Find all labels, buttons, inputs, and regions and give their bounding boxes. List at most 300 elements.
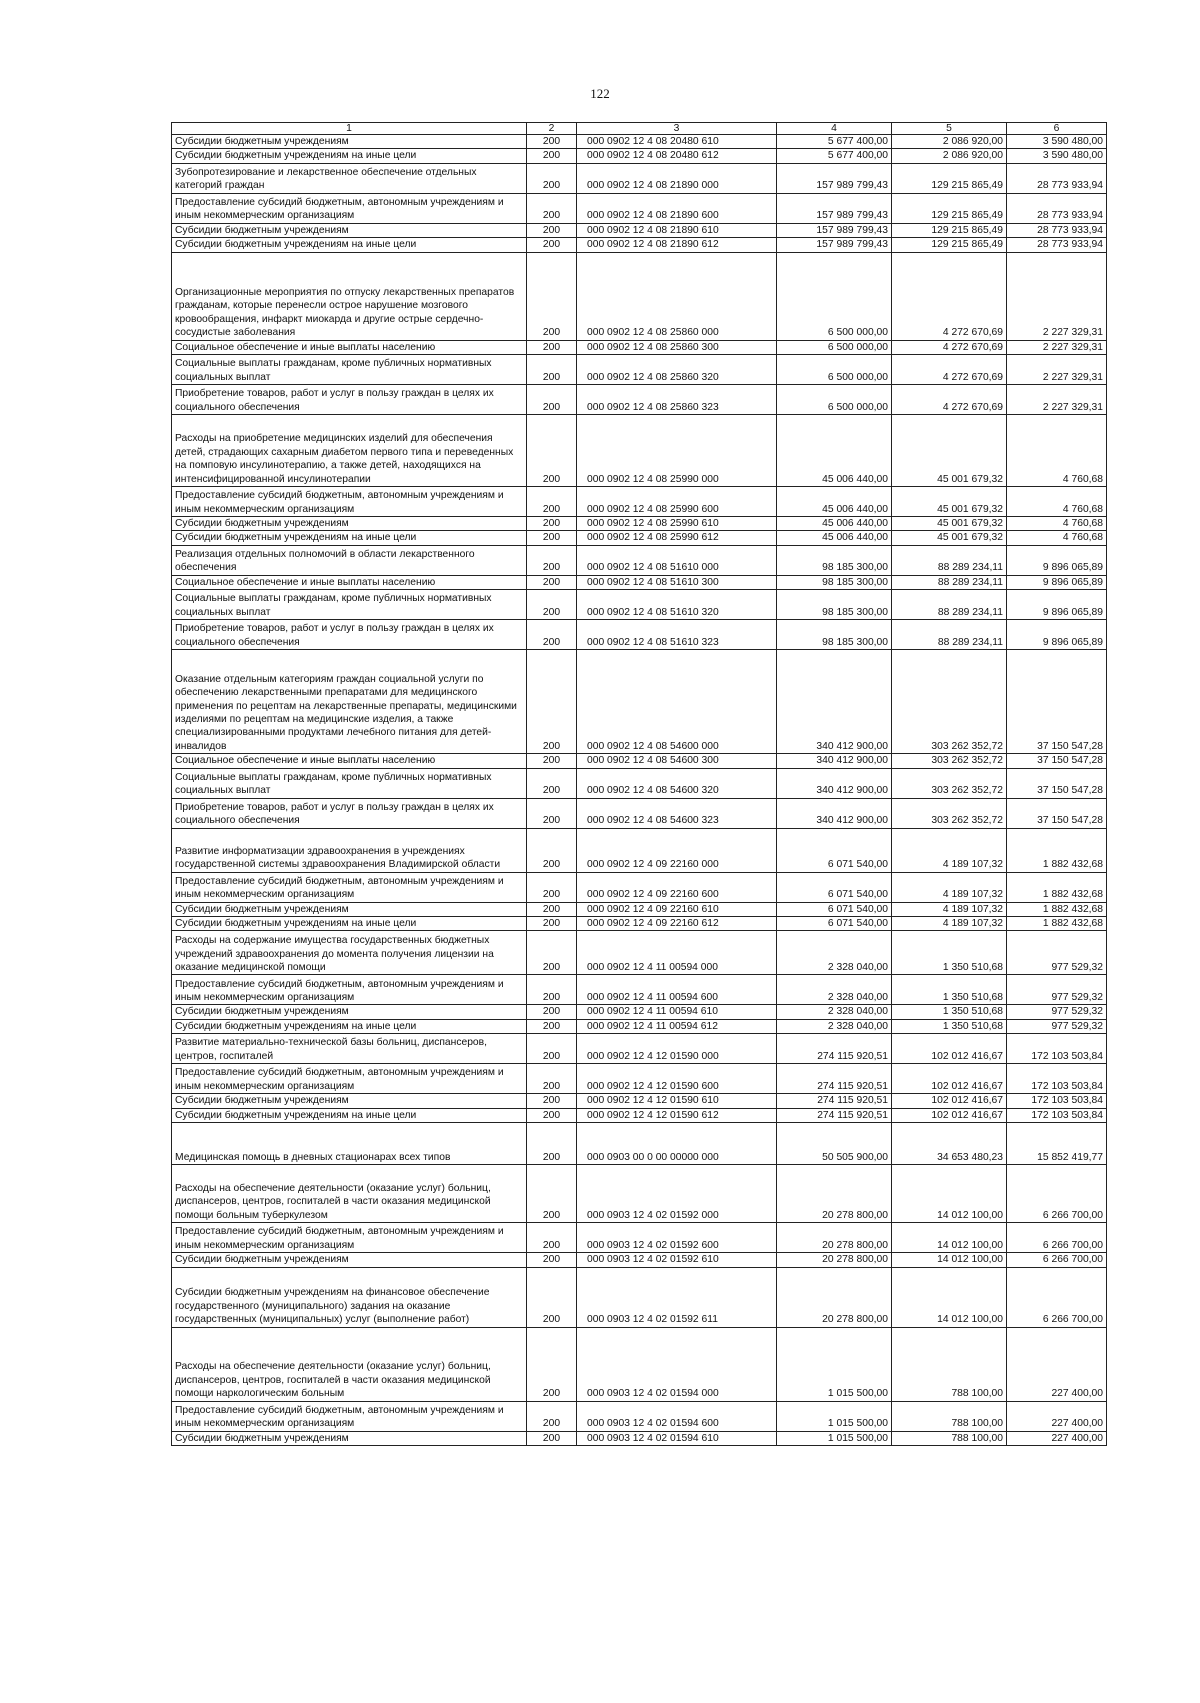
row-name: Развитие информатизации здравоохранения в учреждениях государственной системы здравоохранения Владимирской области xyxy=(172,828,527,872)
row-budget-code: 000 0903 12 4 02 01594 000 xyxy=(577,1327,777,1401)
row-approved-amount: 1 015 500,00 xyxy=(777,1431,892,1445)
table-row xyxy=(172,1165,1107,1223)
row-executed-amount: 88 289 234,11 xyxy=(892,545,1007,575)
row-budget-code: 000 0902 12 4 08 20480 612 xyxy=(577,149,777,163)
row-name: Социальное обеспечение и иные выплаты населению xyxy=(172,340,527,354)
row-executed-amount: 102 012 416,67 xyxy=(892,1034,1007,1064)
row-approved-amount: 340 412 900,00 xyxy=(777,798,892,828)
row-budget-code: 000 0902 12 4 12 01590 600 xyxy=(577,1064,777,1094)
row-approved-amount: 157 989 799,43 xyxy=(777,223,892,237)
row-remaining-amount: 3 590 480,00 xyxy=(1007,135,1107,149)
row-admin-code: 200 xyxy=(527,193,577,223)
row-budget-code: 000 0903 12 4 02 01592 610 xyxy=(577,1253,777,1267)
row-admin-code: 200 xyxy=(527,1094,577,1108)
row-executed-amount: 14 012 100,00 xyxy=(892,1223,1007,1253)
row-remaining-amount: 2 227 329,31 xyxy=(1007,340,1107,354)
row-approved-amount: 98 185 300,00 xyxy=(777,575,892,589)
row-remaining-amount: 37 150 547,28 xyxy=(1007,650,1107,754)
row-budget-code: 000 0902 12 4 08 51610 000 xyxy=(577,545,777,575)
row-executed-amount: 303 262 352,72 xyxy=(892,754,1007,768)
row-name: Расходы на содержание имущества государственных бюджетных учреждений здравоохранения до момента получения лицензии на оказание медицинской помощи xyxy=(172,931,527,975)
table-row xyxy=(172,798,1107,828)
row-approved-amount: 2 328 040,00 xyxy=(777,1019,892,1033)
row-remaining-amount: 28 773 933,94 xyxy=(1007,163,1107,193)
row-approved-amount: 340 412 900,00 xyxy=(777,754,892,768)
row-executed-amount: 45 001 679,32 xyxy=(892,517,1007,531)
row-admin-code: 200 xyxy=(527,575,577,589)
row-name: Субсидии бюджетным учреждениям xyxy=(172,135,527,149)
row-budget-code: 000 0902 12 4 08 51610 300 xyxy=(577,575,777,589)
row-remaining-amount: 37 150 547,28 xyxy=(1007,798,1107,828)
column-header: 3 xyxy=(577,123,777,135)
table-row xyxy=(172,238,1107,252)
row-budget-code: 000 0902 12 4 11 00594 610 xyxy=(577,1005,777,1019)
table-row xyxy=(172,768,1107,798)
row-executed-amount: 4 189 107,32 xyxy=(892,828,1007,872)
row-admin-code: 200 xyxy=(527,149,577,163)
table-row xyxy=(172,1064,1107,1094)
row-approved-amount: 157 989 799,43 xyxy=(777,163,892,193)
row-approved-amount: 98 185 300,00 xyxy=(777,545,892,575)
row-remaining-amount: 6 266 700,00 xyxy=(1007,1165,1107,1223)
table-row xyxy=(172,1019,1107,1033)
column-header: 2 xyxy=(527,123,577,135)
page-number: 122 xyxy=(590,86,610,101)
row-name: Приобретение товаров, работ и услуг в пользу граждан в целях их социального обеспечения xyxy=(172,798,527,828)
row-approved-amount: 6 500 000,00 xyxy=(777,355,892,385)
row-executed-amount: 1 350 510,68 xyxy=(892,1005,1007,1019)
row-budget-code: 000 0902 12 4 08 25860 320 xyxy=(577,355,777,385)
row-name: Реализация отдельных полномочий в области лекарственного обеспечения xyxy=(172,545,527,575)
row-remaining-amount: 2 227 329,31 xyxy=(1007,252,1107,340)
row-approved-amount: 98 185 300,00 xyxy=(777,620,892,650)
row-name: Субсидии бюджетным учреждениям на иные цели xyxy=(172,1108,527,1122)
row-approved-amount: 45 006 440,00 xyxy=(777,517,892,531)
row-budget-code: 000 0902 12 4 08 21890 610 xyxy=(577,223,777,237)
row-admin-code: 200 xyxy=(527,223,577,237)
row-admin-code: 200 xyxy=(527,545,577,575)
table-row xyxy=(172,917,1107,931)
row-approved-amount: 2 328 040,00 xyxy=(777,1005,892,1019)
row-remaining-amount: 172 103 503,84 xyxy=(1007,1094,1107,1108)
row-approved-amount: 20 278 800,00 xyxy=(777,1253,892,1267)
row-admin-code: 200 xyxy=(527,355,577,385)
table-row xyxy=(172,931,1107,975)
row-admin-code: 200 xyxy=(527,1267,577,1327)
row-admin-code: 200 xyxy=(527,487,577,517)
table-row xyxy=(172,1401,1107,1431)
row-remaining-amount: 15 852 419,77 xyxy=(1007,1123,1107,1165)
table-row xyxy=(172,650,1107,754)
row-remaining-amount: 977 529,32 xyxy=(1007,931,1107,975)
row-budget-code: 000 0902 12 4 08 54600 300 xyxy=(577,754,777,768)
row-executed-amount: 34 653 480,23 xyxy=(892,1123,1007,1165)
table-row xyxy=(172,149,1107,163)
row-executed-amount: 45 001 679,32 xyxy=(892,487,1007,517)
row-executed-amount: 14 012 100,00 xyxy=(892,1165,1007,1223)
row-remaining-amount: 172 103 503,84 xyxy=(1007,1034,1107,1064)
table-row xyxy=(172,1034,1107,1064)
row-budget-code: 000 0902 12 4 08 25860 323 xyxy=(577,385,777,415)
row-admin-code: 200 xyxy=(527,828,577,872)
row-approved-amount: 1 015 500,00 xyxy=(777,1401,892,1431)
row-name: Предоставление субсидий бюджетным, автономным учреждениям и иным некоммерческим организациям xyxy=(172,487,527,517)
row-name: Расходы на обеспечение деятельности (оказание услуг) больниц, диспансеров, центров, госпиталей в части оказания медицинской помощи наркологическим больным xyxy=(172,1327,527,1401)
row-remaining-amount: 227 400,00 xyxy=(1007,1431,1107,1445)
row-remaining-amount: 28 773 933,94 xyxy=(1007,223,1107,237)
row-name: Расходы на приобретение медицинских изделий для обеспечения детей, страдающих сахарным диабетом первого типа и переведенных на помповую инсулинотерапию, а также детей, находящихся на интенсифицированной инсулинотерапии xyxy=(172,415,527,487)
row-budget-code: 000 0902 12 4 11 00594 600 xyxy=(577,975,777,1005)
row-admin-code: 200 xyxy=(527,1064,577,1094)
table-row xyxy=(172,590,1107,620)
row-admin-code: 200 xyxy=(527,415,577,487)
row-name: Предоставление субсидий бюджетным, автономным учреждениям и иным некоммерческим организациям xyxy=(172,1064,527,1094)
row-admin-code: 200 xyxy=(527,1005,577,1019)
table-row xyxy=(172,1267,1107,1327)
row-approved-amount: 98 185 300,00 xyxy=(777,590,892,620)
table-row xyxy=(172,163,1107,193)
row-name: Субсидии бюджетным учреждениям xyxy=(172,902,527,916)
row-budget-code: 000 0902 12 4 08 25860 300 xyxy=(577,340,777,354)
row-remaining-amount: 1 882 432,68 xyxy=(1007,828,1107,872)
row-remaining-amount: 6 266 700,00 xyxy=(1007,1253,1107,1267)
row-approved-amount: 6 500 000,00 xyxy=(777,385,892,415)
row-executed-amount: 2 086 920,00 xyxy=(892,149,1007,163)
row-executed-amount: 1 350 510,68 xyxy=(892,1019,1007,1033)
row-executed-amount: 303 262 352,72 xyxy=(892,650,1007,754)
row-name: Социальные выплаты гражданам, кроме публичных нормативных социальных выплат xyxy=(172,590,527,620)
row-remaining-amount: 4 760,68 xyxy=(1007,531,1107,545)
row-name: Оказание отдельным категориям граждан социальной услуги по обеспечению лекарственными препаратами для медицинского применения по рецептам на лекарственные препараты, медицинскими изделиями по рецептам на медицинские изделия, а также специализированными продуктами лечебного питания для детей-инвалидов xyxy=(172,650,527,754)
row-budget-code: 000 0902 12 4 08 51610 320 xyxy=(577,590,777,620)
row-budget-code: 000 0902 12 4 08 20480 610 xyxy=(577,135,777,149)
row-admin-code: 200 xyxy=(527,517,577,531)
table-row xyxy=(172,135,1107,149)
row-remaining-amount: 977 529,32 xyxy=(1007,975,1107,1005)
row-executed-amount: 129 215 865,49 xyxy=(892,163,1007,193)
row-admin-code: 200 xyxy=(527,1108,577,1122)
budget-table xyxy=(171,122,1107,1446)
row-admin-code: 200 xyxy=(527,768,577,798)
table-row xyxy=(172,340,1107,354)
row-approved-amount: 6 071 540,00 xyxy=(777,828,892,872)
row-approved-amount: 274 115 920,51 xyxy=(777,1108,892,1122)
row-remaining-amount: 37 150 547,28 xyxy=(1007,754,1107,768)
column-header: 5 xyxy=(892,123,1007,135)
row-remaining-amount: 4 760,68 xyxy=(1007,415,1107,487)
row-admin-code: 200 xyxy=(527,975,577,1005)
row-remaining-amount: 9 896 065,89 xyxy=(1007,575,1107,589)
row-approved-amount: 50 505 900,00 xyxy=(777,1123,892,1165)
table-row xyxy=(172,754,1107,768)
row-name: Субсидии бюджетным учреждениям xyxy=(172,1094,527,1108)
table-row xyxy=(172,1005,1107,1019)
row-name: Субсидии бюджетным учреждениям на иные цели xyxy=(172,917,527,931)
row-name: Социальное обеспечение и иные выплаты населению xyxy=(172,575,527,589)
row-remaining-amount: 1 882 432,68 xyxy=(1007,917,1107,931)
row-name: Социальные выплаты гражданам, кроме публичных нормативных социальных выплат xyxy=(172,355,527,385)
row-remaining-amount: 2 227 329,31 xyxy=(1007,355,1107,385)
row-executed-amount: 303 262 352,72 xyxy=(892,768,1007,798)
row-executed-amount: 14 012 100,00 xyxy=(892,1253,1007,1267)
row-executed-amount: 88 289 234,11 xyxy=(892,575,1007,589)
row-executed-amount: 4 189 107,32 xyxy=(892,872,1007,902)
row-remaining-amount: 37 150 547,28 xyxy=(1007,768,1107,798)
row-budget-code: 000 0902 12 4 08 54600 000 xyxy=(577,650,777,754)
table-row xyxy=(172,1123,1107,1165)
row-remaining-amount: 977 529,32 xyxy=(1007,1005,1107,1019)
row-executed-amount: 1 350 510,68 xyxy=(892,931,1007,975)
table-header-row xyxy=(172,123,1107,135)
table-row xyxy=(172,487,1107,517)
table-row xyxy=(172,975,1107,1005)
row-name: Субсидии бюджетным учреждениям на иные цели xyxy=(172,149,527,163)
row-name: Субсидии бюджетным учреждениям на иные цели xyxy=(172,238,527,252)
row-approved-amount: 340 412 900,00 xyxy=(777,650,892,754)
row-budget-code: 000 0902 12 4 12 01590 612 xyxy=(577,1108,777,1122)
row-executed-amount: 4 272 670,69 xyxy=(892,385,1007,415)
table-row xyxy=(172,385,1107,415)
row-remaining-amount: 1 882 432,68 xyxy=(1007,902,1107,916)
row-approved-amount: 45 006 440,00 xyxy=(777,415,892,487)
row-executed-amount: 102 012 416,67 xyxy=(892,1108,1007,1122)
row-budget-code: 000 0903 12 4 02 01594 610 xyxy=(577,1431,777,1445)
row-approved-amount: 6 071 540,00 xyxy=(777,872,892,902)
table-row xyxy=(172,545,1107,575)
column-header: 1 xyxy=(172,123,527,135)
row-budget-code: 000 0903 12 4 02 01594 600 xyxy=(577,1401,777,1431)
table-row xyxy=(172,620,1107,650)
row-admin-code: 200 xyxy=(527,238,577,252)
row-executed-amount: 14 012 100,00 xyxy=(892,1267,1007,1327)
row-admin-code: 200 xyxy=(527,163,577,193)
row-name: Приобретение товаров, работ и услуг в пользу граждан в целях их социального обеспечения xyxy=(172,620,527,650)
row-executed-amount: 4 272 670,69 xyxy=(892,340,1007,354)
row-budget-code: 000 0902 12 4 09 22160 000 xyxy=(577,828,777,872)
table-row xyxy=(172,193,1107,223)
table-row xyxy=(172,415,1107,487)
row-approved-amount: 6 071 540,00 xyxy=(777,902,892,916)
row-approved-amount: 2 328 040,00 xyxy=(777,975,892,1005)
row-admin-code: 200 xyxy=(527,385,577,415)
row-name: Субсидии бюджетным учреждениям на иные цели xyxy=(172,531,527,545)
row-executed-amount: 4 189 107,32 xyxy=(892,902,1007,916)
row-approved-amount: 6 500 000,00 xyxy=(777,252,892,340)
table-row xyxy=(172,828,1107,872)
row-executed-amount: 788 100,00 xyxy=(892,1431,1007,1445)
row-admin-code: 200 xyxy=(527,1253,577,1267)
row-approved-amount: 5 677 400,00 xyxy=(777,149,892,163)
row-admin-code: 200 xyxy=(527,754,577,768)
row-budget-code: 000 0902 12 4 12 01590 610 xyxy=(577,1094,777,1108)
row-name: Предоставление субсидий бюджетным, автономным учреждениям и иным некоммерческим организациям xyxy=(172,872,527,902)
row-remaining-amount: 6 266 700,00 xyxy=(1007,1223,1107,1253)
row-budget-code: 000 0902 12 4 08 25990 000 xyxy=(577,415,777,487)
row-budget-code: 000 0902 12 4 08 25860 000 xyxy=(577,252,777,340)
row-admin-code: 200 xyxy=(527,531,577,545)
row-budget-code: 000 0903 12 4 02 01592 611 xyxy=(577,1267,777,1327)
row-approved-amount: 6 071 540,00 xyxy=(777,917,892,931)
row-admin-code: 200 xyxy=(527,135,577,149)
table-row xyxy=(172,252,1107,340)
row-name: Развитие материально-технической базы больниц, диспансеров, центров, госпиталей xyxy=(172,1034,527,1064)
row-approved-amount: 340 412 900,00 xyxy=(777,768,892,798)
row-remaining-amount: 227 400,00 xyxy=(1007,1401,1107,1431)
row-admin-code: 200 xyxy=(527,1019,577,1033)
budget-table-body xyxy=(172,123,1107,1446)
row-remaining-amount: 4 760,68 xyxy=(1007,517,1107,531)
table-row xyxy=(172,531,1107,545)
row-executed-amount: 4 189 107,32 xyxy=(892,917,1007,931)
row-executed-amount: 102 012 416,67 xyxy=(892,1064,1007,1094)
row-executed-amount: 2 086 920,00 xyxy=(892,135,1007,149)
row-name: Социальные выплаты гражданам, кроме публичных нормативных социальных выплат xyxy=(172,768,527,798)
row-budget-code: 000 0902 12 4 08 54600 323 xyxy=(577,798,777,828)
row-approved-amount: 45 006 440,00 xyxy=(777,531,892,545)
row-name: Медицинская помощь в дневных стационарах всех типов xyxy=(172,1123,527,1165)
row-approved-amount: 6 500 000,00 xyxy=(777,340,892,354)
row-budget-code: 000 0902 12 4 09 22160 600 xyxy=(577,872,777,902)
table-row xyxy=(172,1327,1107,1401)
row-remaining-amount: 9 896 065,89 xyxy=(1007,545,1107,575)
row-admin-code: 200 xyxy=(527,590,577,620)
row-budget-code: 000 0902 12 4 08 21890 000 xyxy=(577,163,777,193)
row-admin-code: 200 xyxy=(527,917,577,931)
table-row xyxy=(172,1108,1107,1122)
row-name: Предоставление субсидий бюджетным, автономным учреждениям и иным некоммерческим организациям xyxy=(172,193,527,223)
row-executed-amount: 102 012 416,67 xyxy=(892,1094,1007,1108)
row-name: Предоставление субсидий бюджетным, автономным учреждениям и иным некоммерческим организациям xyxy=(172,1223,527,1253)
row-approved-amount: 274 115 920,51 xyxy=(777,1034,892,1064)
table-row xyxy=(172,223,1107,237)
row-executed-amount: 88 289 234,11 xyxy=(892,620,1007,650)
row-name: Зубопротезирование и лекарственное обеспечение отдельных категорий граждан xyxy=(172,163,527,193)
row-admin-code: 200 xyxy=(527,902,577,916)
table-row xyxy=(172,517,1107,531)
table-row xyxy=(172,872,1107,902)
row-budget-code: 000 0902 12 4 08 21890 612 xyxy=(577,238,777,252)
row-executed-amount: 129 215 865,49 xyxy=(892,193,1007,223)
row-remaining-amount: 977 529,32 xyxy=(1007,1019,1107,1033)
row-remaining-amount: 28 773 933,94 xyxy=(1007,238,1107,252)
row-executed-amount: 45 001 679,32 xyxy=(892,415,1007,487)
row-budget-code: 000 0902 12 4 09 22160 610 xyxy=(577,902,777,916)
row-name: Расходы на обеспечение деятельности (оказание услуг) больниц, диспансеров, центров, госпиталей в части оказания медицинской помощи больным туберкулезом xyxy=(172,1165,527,1223)
row-remaining-amount: 227 400,00 xyxy=(1007,1327,1107,1401)
row-name: Субсидии бюджетным учреждениям xyxy=(172,1431,527,1445)
row-remaining-amount: 28 773 933,94 xyxy=(1007,193,1107,223)
row-remaining-amount: 6 266 700,00 xyxy=(1007,1267,1107,1327)
row-budget-code: 000 0903 00 0 00 00000 000 xyxy=(577,1123,777,1165)
row-name: Субсидии бюджетным учреждениям на финансовое обеспечение государственного (муниципального) задания на оказание государственных (муниципальных) услуг (выполнение работ) xyxy=(172,1267,527,1327)
row-executed-amount: 788 100,00 xyxy=(892,1327,1007,1401)
row-name: Субсидии бюджетным учреждениям xyxy=(172,1005,527,1019)
row-remaining-amount: 3 590 480,00 xyxy=(1007,149,1107,163)
row-executed-amount: 45 001 679,32 xyxy=(892,531,1007,545)
table-row xyxy=(172,355,1107,385)
row-approved-amount: 5 677 400,00 xyxy=(777,135,892,149)
row-approved-amount: 2 328 040,00 xyxy=(777,931,892,975)
row-executed-amount: 129 215 865,49 xyxy=(892,223,1007,237)
row-admin-code: 200 xyxy=(527,1223,577,1253)
row-executed-amount: 4 272 670,69 xyxy=(892,355,1007,385)
row-executed-amount: 4 272 670,69 xyxy=(892,252,1007,340)
column-header: 4 xyxy=(777,123,892,135)
row-remaining-amount: 9 896 065,89 xyxy=(1007,620,1107,650)
row-budget-code: 000 0902 12 4 08 51610 323 xyxy=(577,620,777,650)
table-row xyxy=(172,1253,1107,1267)
row-approved-amount: 274 115 920,51 xyxy=(777,1064,892,1094)
row-budget-code: 000 0902 12 4 12 01590 000 xyxy=(577,1034,777,1064)
row-admin-code: 200 xyxy=(527,1431,577,1445)
row-approved-amount: 20 278 800,00 xyxy=(777,1223,892,1253)
row-name: Организационные мероприятия по отпуску лекарственных препаратов гражданам, которые перенесли острое нарушение мозгового кровообращения, инфаркт миокарда и другие острые сердечно-сосудистые заболевания xyxy=(172,252,527,340)
row-executed-amount: 788 100,00 xyxy=(892,1401,1007,1431)
row-budget-code: 000 0902 12 4 08 21890 600 xyxy=(577,193,777,223)
table-row xyxy=(172,575,1107,589)
row-name: Приобретение товаров, работ и услуг в пользу граждан в целях их социального обеспечения xyxy=(172,385,527,415)
row-admin-code: 200 xyxy=(527,1401,577,1431)
row-executed-amount: 303 262 352,72 xyxy=(892,798,1007,828)
row-budget-code: 000 0902 12 4 08 54600 320 xyxy=(577,768,777,798)
row-executed-amount: 129 215 865,49 xyxy=(892,238,1007,252)
row-remaining-amount: 9 896 065,89 xyxy=(1007,590,1107,620)
row-remaining-amount: 2 227 329,31 xyxy=(1007,385,1107,415)
row-admin-code: 200 xyxy=(527,1327,577,1401)
row-remaining-amount: 1 882 432,68 xyxy=(1007,872,1107,902)
row-admin-code: 200 xyxy=(527,620,577,650)
row-admin-code: 200 xyxy=(527,1123,577,1165)
row-budget-code: 000 0902 12 4 08 25990 600 xyxy=(577,487,777,517)
row-approved-amount: 20 278 800,00 xyxy=(777,1267,892,1327)
row-name: Социальное обеспечение и иные выплаты населению xyxy=(172,754,527,768)
row-admin-code: 200 xyxy=(527,1034,577,1064)
row-admin-code: 200 xyxy=(527,931,577,975)
row-admin-code: 200 xyxy=(527,1165,577,1223)
row-executed-amount: 1 350 510,68 xyxy=(892,975,1007,1005)
row-approved-amount: 45 006 440,00 xyxy=(777,487,892,517)
row-admin-code: 200 xyxy=(527,798,577,828)
row-remaining-amount: 172 103 503,84 xyxy=(1007,1108,1107,1122)
table-row xyxy=(172,902,1107,916)
row-remaining-amount: 4 760,68 xyxy=(1007,487,1107,517)
row-approved-amount: 157 989 799,43 xyxy=(777,238,892,252)
row-name: Предоставление субсидий бюджетным, автономным учреждениям и иным некоммерческим организациям xyxy=(172,975,527,1005)
row-approved-amount: 157 989 799,43 xyxy=(777,193,892,223)
row-admin-code: 200 xyxy=(527,252,577,340)
row-admin-code: 200 xyxy=(527,650,577,754)
column-header: 6 xyxy=(1007,123,1107,135)
row-budget-code: 000 0902 12 4 08 25990 610 xyxy=(577,517,777,531)
row-admin-code: 200 xyxy=(527,340,577,354)
row-remaining-amount: 172 103 503,84 xyxy=(1007,1064,1107,1094)
row-approved-amount: 1 015 500,00 xyxy=(777,1327,892,1401)
row-budget-code: 000 0903 12 4 02 01592 000 xyxy=(577,1165,777,1223)
row-executed-amount: 88 289 234,11 xyxy=(892,590,1007,620)
row-budget-code: 000 0902 12 4 08 25990 612 xyxy=(577,531,777,545)
table-row xyxy=(172,1223,1107,1253)
table-row xyxy=(172,1431,1107,1445)
row-budget-code: 000 0902 12 4 09 22160 612 xyxy=(577,917,777,931)
row-budget-code: 000 0903 12 4 02 01592 600 xyxy=(577,1223,777,1253)
row-name: Предоставление субсидий бюджетным, автономным учреждениям и иным некоммерческим организациям xyxy=(172,1401,527,1431)
row-name: Субсидии бюджетным учреждениям xyxy=(172,517,527,531)
row-name: Субсидии бюджетным учреждениям на иные цели xyxy=(172,1019,527,1033)
table-row xyxy=(172,1094,1107,1108)
row-admin-code: 200 xyxy=(527,872,577,902)
row-approved-amount: 274 115 920,51 xyxy=(777,1094,892,1108)
row-budget-code: 000 0902 12 4 11 00594 612 xyxy=(577,1019,777,1033)
